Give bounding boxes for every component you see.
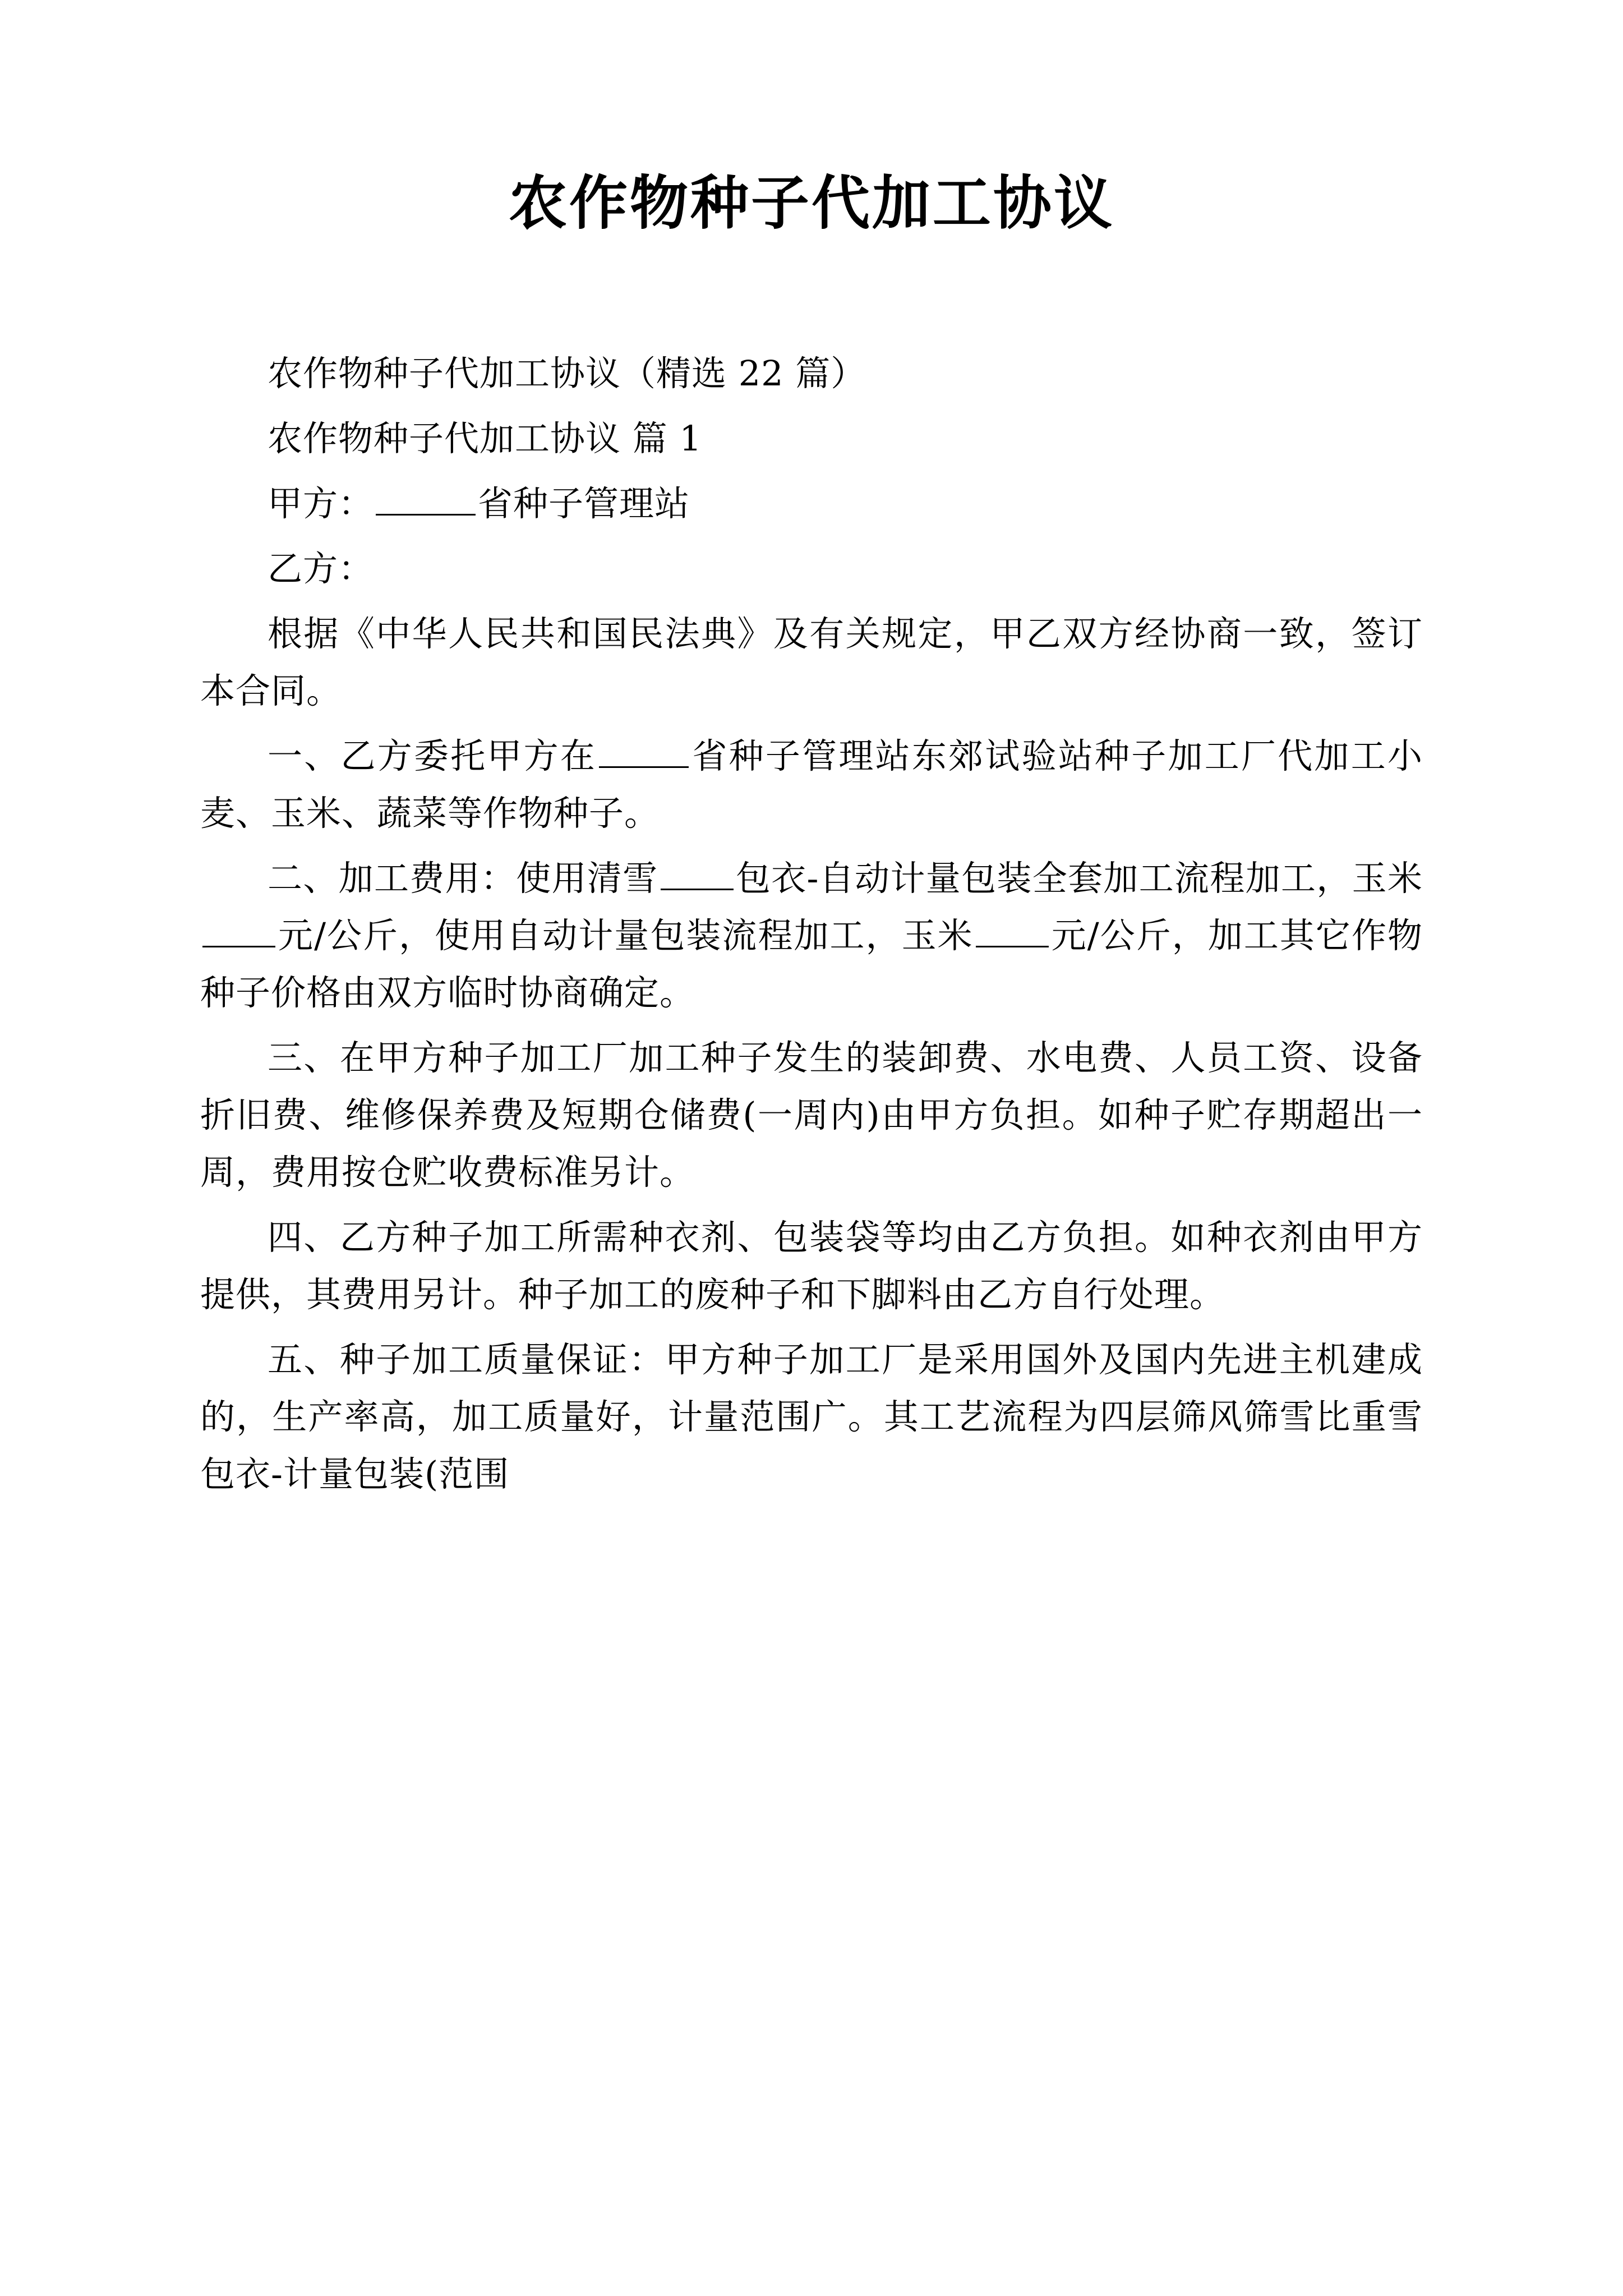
party-b-label: 乙方： (268, 547, 374, 589)
preamble-paragraph: 根据《中华人民共和国民法典》及有关规定，甲乙双方经协商一致，签订本合同。 (200, 613, 1423, 711)
clause-2-paragraph (200, 850, 1423, 1022)
clause-2-blank-2 (202, 914, 275, 947)
clause-2-suffix: 元/公斤，加工其它作物种子价格由双方临时协商确定。 (200, 914, 1423, 1013)
page-title: 农作物种子代加工协议 (508, 169, 1114, 237)
party-a-line (200, 475, 1423, 532)
party-b-line (200, 540, 1423, 597)
clause-4-paragraph: 四、乙方种子加工所需种衣剂、包装袋等均由乙方负担。如种衣剂由甲方提供，其费用另计。种子加工的废种子和下脚料由乙方自行处理。 (200, 1216, 1423, 1315)
clause-2-blank-1 (661, 857, 734, 890)
clause-1-paragraph (200, 728, 1423, 842)
clause-1-blank (599, 735, 689, 768)
clause-2-blank-3 (976, 914, 1049, 947)
clause-2-mid1: 包衣-自动计量包装全套加工流程加工，玉米 (735, 857, 1423, 899)
clause-1-suffix: 省种子管理站东郊试验站种子加工厂代加工小麦、玉米、蔬菜等作物种子。 (200, 735, 1423, 834)
party-a-suffix: 省种子管理站 (478, 482, 690, 524)
clause-2-mid2: 元/公斤，使用自动计量包装流程加工，玉米 (278, 914, 974, 956)
subtitle-line: 农作物种子代加工协议（精选 22 篇） (268, 352, 866, 394)
section-label-line: 农作物种子代加工协议 篇 1 (268, 417, 702, 459)
clause-5-paragraph: 五、种子加工质量保证：甲方种子加工厂是采用国外及国内先进主机建成的，生产率高，加工质量好，计量范围广。其工艺流程为四层筛风筛雪比重雪包衣-计量包装(范围 (200, 1338, 1423, 1494)
party-a-label: 甲方： (268, 482, 374, 524)
clause-1-prefix: 一、乙方委托甲方在 (268, 735, 597, 776)
party-a-blank (376, 482, 476, 516)
clause-3-paragraph: 三、在甲方种子加工厂加工种子发生的装卸费、水电费、人员工资、设备折旧费、维修保养费及短期仓储费(一周内)由甲方负担。如种子贮存期超出一周，费用按仓贮收费标准另计。 (200, 1037, 1423, 1193)
document-body (200, 238, 1423, 1503)
clause-2-prefix: 二、加工费用：使用清雪 (268, 857, 658, 899)
